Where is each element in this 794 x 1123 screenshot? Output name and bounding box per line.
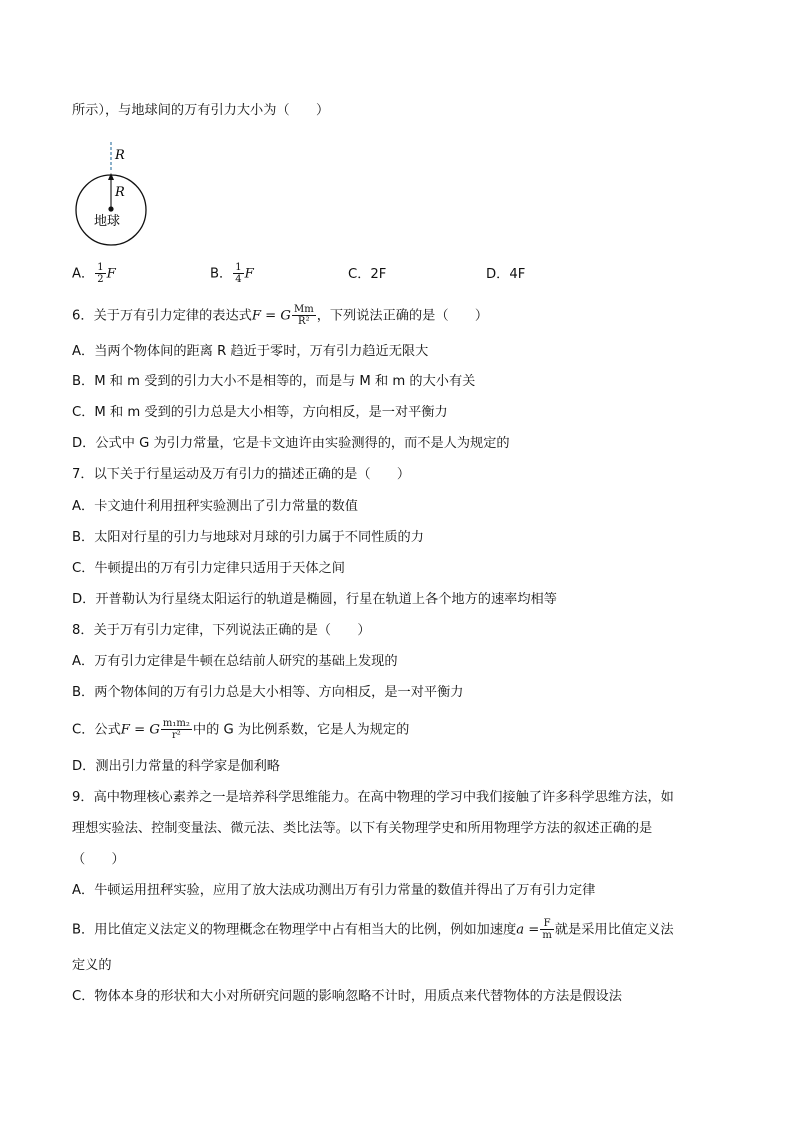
q7-option-d[interactable]: D．开普勒认为行星绕太阳运行的轨道是椭圆，行星在轨道上各个地方的速率均相等 xyxy=(72,592,557,607)
q8-option-c[interactable] xyxy=(72,718,409,741)
frac-den: R² xyxy=(298,316,310,327)
q9-option-c[interactable]: C．物体本身的形状和大小对所研究问题的影响忽略不计时，用质点来代替物体的方法是假设法 xyxy=(72,989,622,1004)
q8-option-d[interactable]: D．测出引力常量的科学家是伽利略 xyxy=(72,759,280,774)
q5-option-b[interactable] xyxy=(210,262,254,285)
q9-stem-line-2: 理想实验法、控制变量法、微元法、类比法等。以下有关物理学史和所用物理学方法的叙述正确的是 xyxy=(72,821,653,836)
frac-den: 4 xyxy=(235,274,242,285)
q8-stem: 8．关于万有引力定律，下列说法正确的是（ ） xyxy=(72,623,371,638)
frac-num: Mm xyxy=(293,304,314,315)
option-text: 就是采用比值定义法 xyxy=(554,922,674,938)
fraction xyxy=(540,918,553,941)
frac-den: r² xyxy=(172,730,181,741)
var-f: F xyxy=(244,266,254,282)
frac-num: F xyxy=(540,918,553,930)
earth-center-dot xyxy=(108,206,113,211)
arrow-head-icon xyxy=(108,173,114,180)
formula-lhs: a = xyxy=(516,922,540,938)
q7-option-b[interactable]: B．太阳对行星的引力与地球对月球的引力属于不同性质的力 xyxy=(72,530,424,545)
q9-stem-line-3: （ ） xyxy=(72,852,125,867)
q6-option-d[interactable]: D．公式中 G 为引力常量，它是卡文迪许由实验测得的，而不是人为规定的 xyxy=(72,436,510,451)
option-prefix: A． xyxy=(72,266,95,282)
formula-lhs: F = G xyxy=(120,722,160,738)
q8-option-b[interactable]: B．两个物体间的万有引力总是大小相等、方向相反，是一对平衡力 xyxy=(72,685,464,700)
q9-option-b[interactable] xyxy=(72,918,674,941)
intro-text: 所示），与地球间的万有引力大小为（ ） xyxy=(72,103,330,118)
fraction xyxy=(233,262,243,285)
q9-option-b-line-2: 定义的 xyxy=(72,958,112,973)
fraction xyxy=(95,262,105,285)
q6-option-b[interactable]: B．M 和 m 受到的引力大小不是相等的，而是与 M 和 m 的大小有关 xyxy=(72,374,476,389)
q5-option-d[interactable]: D．4F xyxy=(486,267,526,282)
q8-option-a[interactable]: A．万有引力定律是牛顿在总结前人研究的基础上发现的 xyxy=(72,654,398,669)
frac-den: m xyxy=(542,930,552,941)
fraction xyxy=(292,304,316,327)
q7-option-c[interactable]: C．牛顿提出的万有引力定律只适用于天体之间 xyxy=(72,561,345,576)
q6-stem xyxy=(72,304,488,327)
formula-lhs: F = G xyxy=(251,308,291,324)
q6-option-c[interactable]: C．M 和 m 受到的引力总是大小相等，方向相反，是一对平衡力 xyxy=(72,405,448,420)
stem-text: ，下列说法正确的是（ ） xyxy=(316,308,489,324)
label-r-inner: R xyxy=(115,185,125,200)
var-f: F xyxy=(106,266,116,282)
fraction xyxy=(161,718,192,741)
option-text: C．公式 xyxy=(72,722,121,738)
frac-num: 1 xyxy=(97,262,104,273)
q7-stem: 7．以下关于行星运动及万有引力的描述正确的是（ ） xyxy=(72,467,411,482)
stem-text: 6．关于万有引力定律的表达式 xyxy=(72,308,252,324)
frac-den: 2 xyxy=(97,274,104,285)
q6-option-a[interactable]: A．当两个物体间的距离 R 趋近于零时，万有引力趋近无限大 xyxy=(72,344,429,359)
option-text: 中的 G 为比例系数，它是人为规定的 xyxy=(192,722,410,738)
q5-option-c[interactable]: C．2F xyxy=(348,267,387,282)
option-prefix: B． xyxy=(210,266,233,282)
q7-option-a[interactable]: A．卡文迪什利用扭秤实验测出了引力常量的数值 xyxy=(72,499,358,514)
earth-figure xyxy=(72,138,152,246)
label-r-outer: R xyxy=(115,148,125,163)
label-earth: 地球 xyxy=(94,214,121,229)
q9-option-a[interactable]: A．牛顿运用扭秤实验，应用了放大法成功测出万有引力常量的数值并得出了万有引力定律 xyxy=(72,883,596,898)
frac-num: m₁m₂ xyxy=(162,718,190,729)
frac-num: 1 xyxy=(235,262,242,273)
q9-stem-line-1: 9．高中物理核心素养之一是培养科学思维能力。在高中物理的学习中我们接触了许多科学思维方法，如 xyxy=(72,790,674,805)
option-text: B．用比值定义法定义的物理概念在物理学中占有相当大的比例，例如加速度 xyxy=(72,922,517,938)
q5-option-a[interactable] xyxy=(72,262,116,285)
